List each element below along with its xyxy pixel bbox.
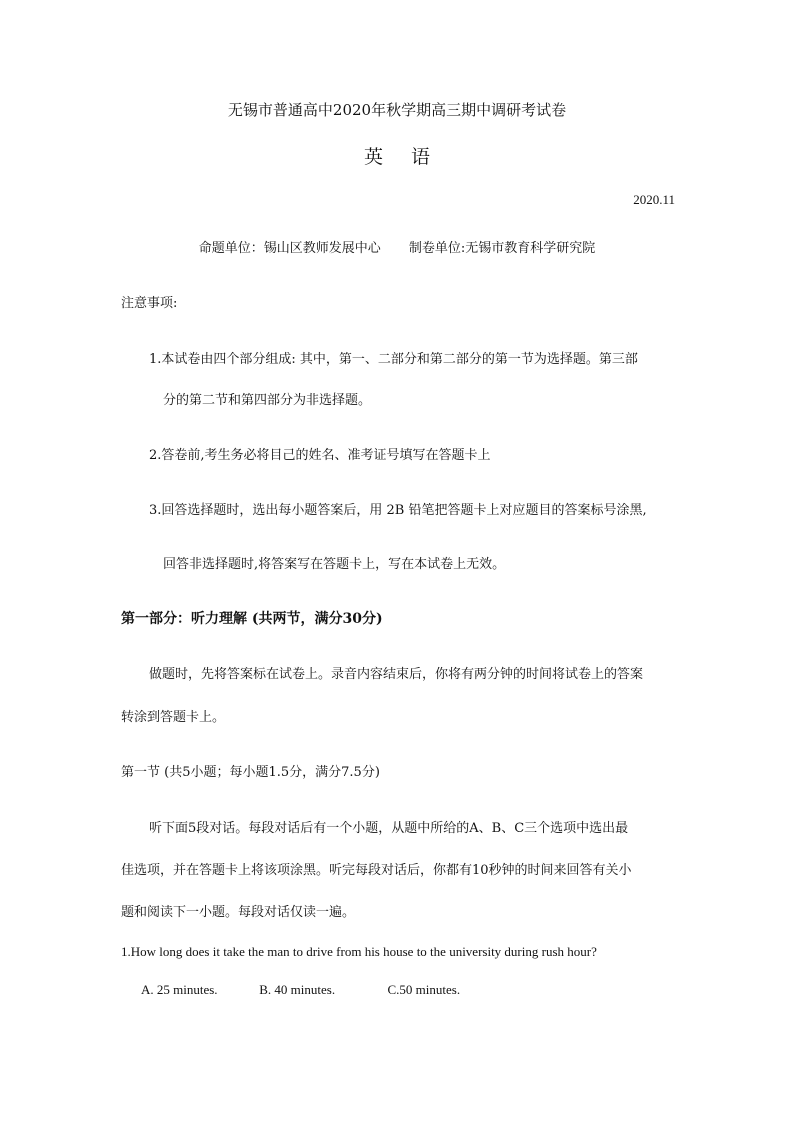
notice-item-3-line-1: 3.回答选择题时，选出每小题答案后，用 2B 铅笔把答题卡上对应题目的答案标号涂黑, [149, 503, 647, 518]
exam-units [0, 237, 794, 256]
producer-text: 制卷单位:无锡市教育科学研究院 [408, 241, 596, 256]
section1-line-1: 听下面5段对话。每段对话后有一个小题，从题中所给的A、B、C三个选项中选出最 [149, 821, 629, 836]
question-1-options [141, 982, 460, 998]
section1-heading: 第一节 (共5小题；每小题1.5分，满分7.5分) [121, 765, 380, 780]
option-a: A. 25 minutes. [141, 982, 218, 997]
notice-item-3-line-2: 回答非选择题时,将答案写在答题卡上，写在本试卷上无效。 [163, 557, 506, 572]
issuer-text: 命题单位：锡山区教师发展中心 [198, 241, 381, 256]
option-b: B. 40 minutes. [259, 982, 336, 997]
part1-heading: 第一部分：听力理解 (共两节，满分30分) [121, 611, 383, 627]
part1-intro-line-1: 做题时，先将答案标在试卷上。录音内容结束后，你将有两分钟的时间将试卷上的答案 [149, 667, 644, 682]
part1-intro-line-2: 转涂到答题卡上。 [121, 710, 226, 725]
exam-title: 无锡市普通高中2020年秋学期高三期中调研考试卷 [227, 101, 567, 119]
exam-date: 2020.11 [633, 192, 675, 207]
subject-title: 英语 [363, 146, 458, 168]
option-c: C.50 minutes. [387, 982, 461, 997]
section1-line-2: 佳选项，并在答题卡上将该项涂黑。听完每段对话后，你都有10秒钟的时间来回答有关小 [121, 863, 632, 878]
question-1-text: 1.How long does it take the man to drive from his house to the university during rush hour? [121, 944, 597, 959]
notice-heading: 注意事项: [121, 296, 178, 311]
notice-item-1-line-1: 1.本试卷由四个部分组成: 其中，第一、二部分和第二部分的第一节为选择题。第三部 [149, 352, 638, 367]
notice-item-2: 2.答卷前,考生务必将目己的姓名、准考证号填写在答题卡上 [149, 448, 491, 463]
notice-item-1-line-2: 分的第二节和第四部分为非选择题。 [163, 393, 372, 408]
section1-line-3: 题和阅读下一小题。每段对话仅读一遍。 [121, 905, 356, 920]
